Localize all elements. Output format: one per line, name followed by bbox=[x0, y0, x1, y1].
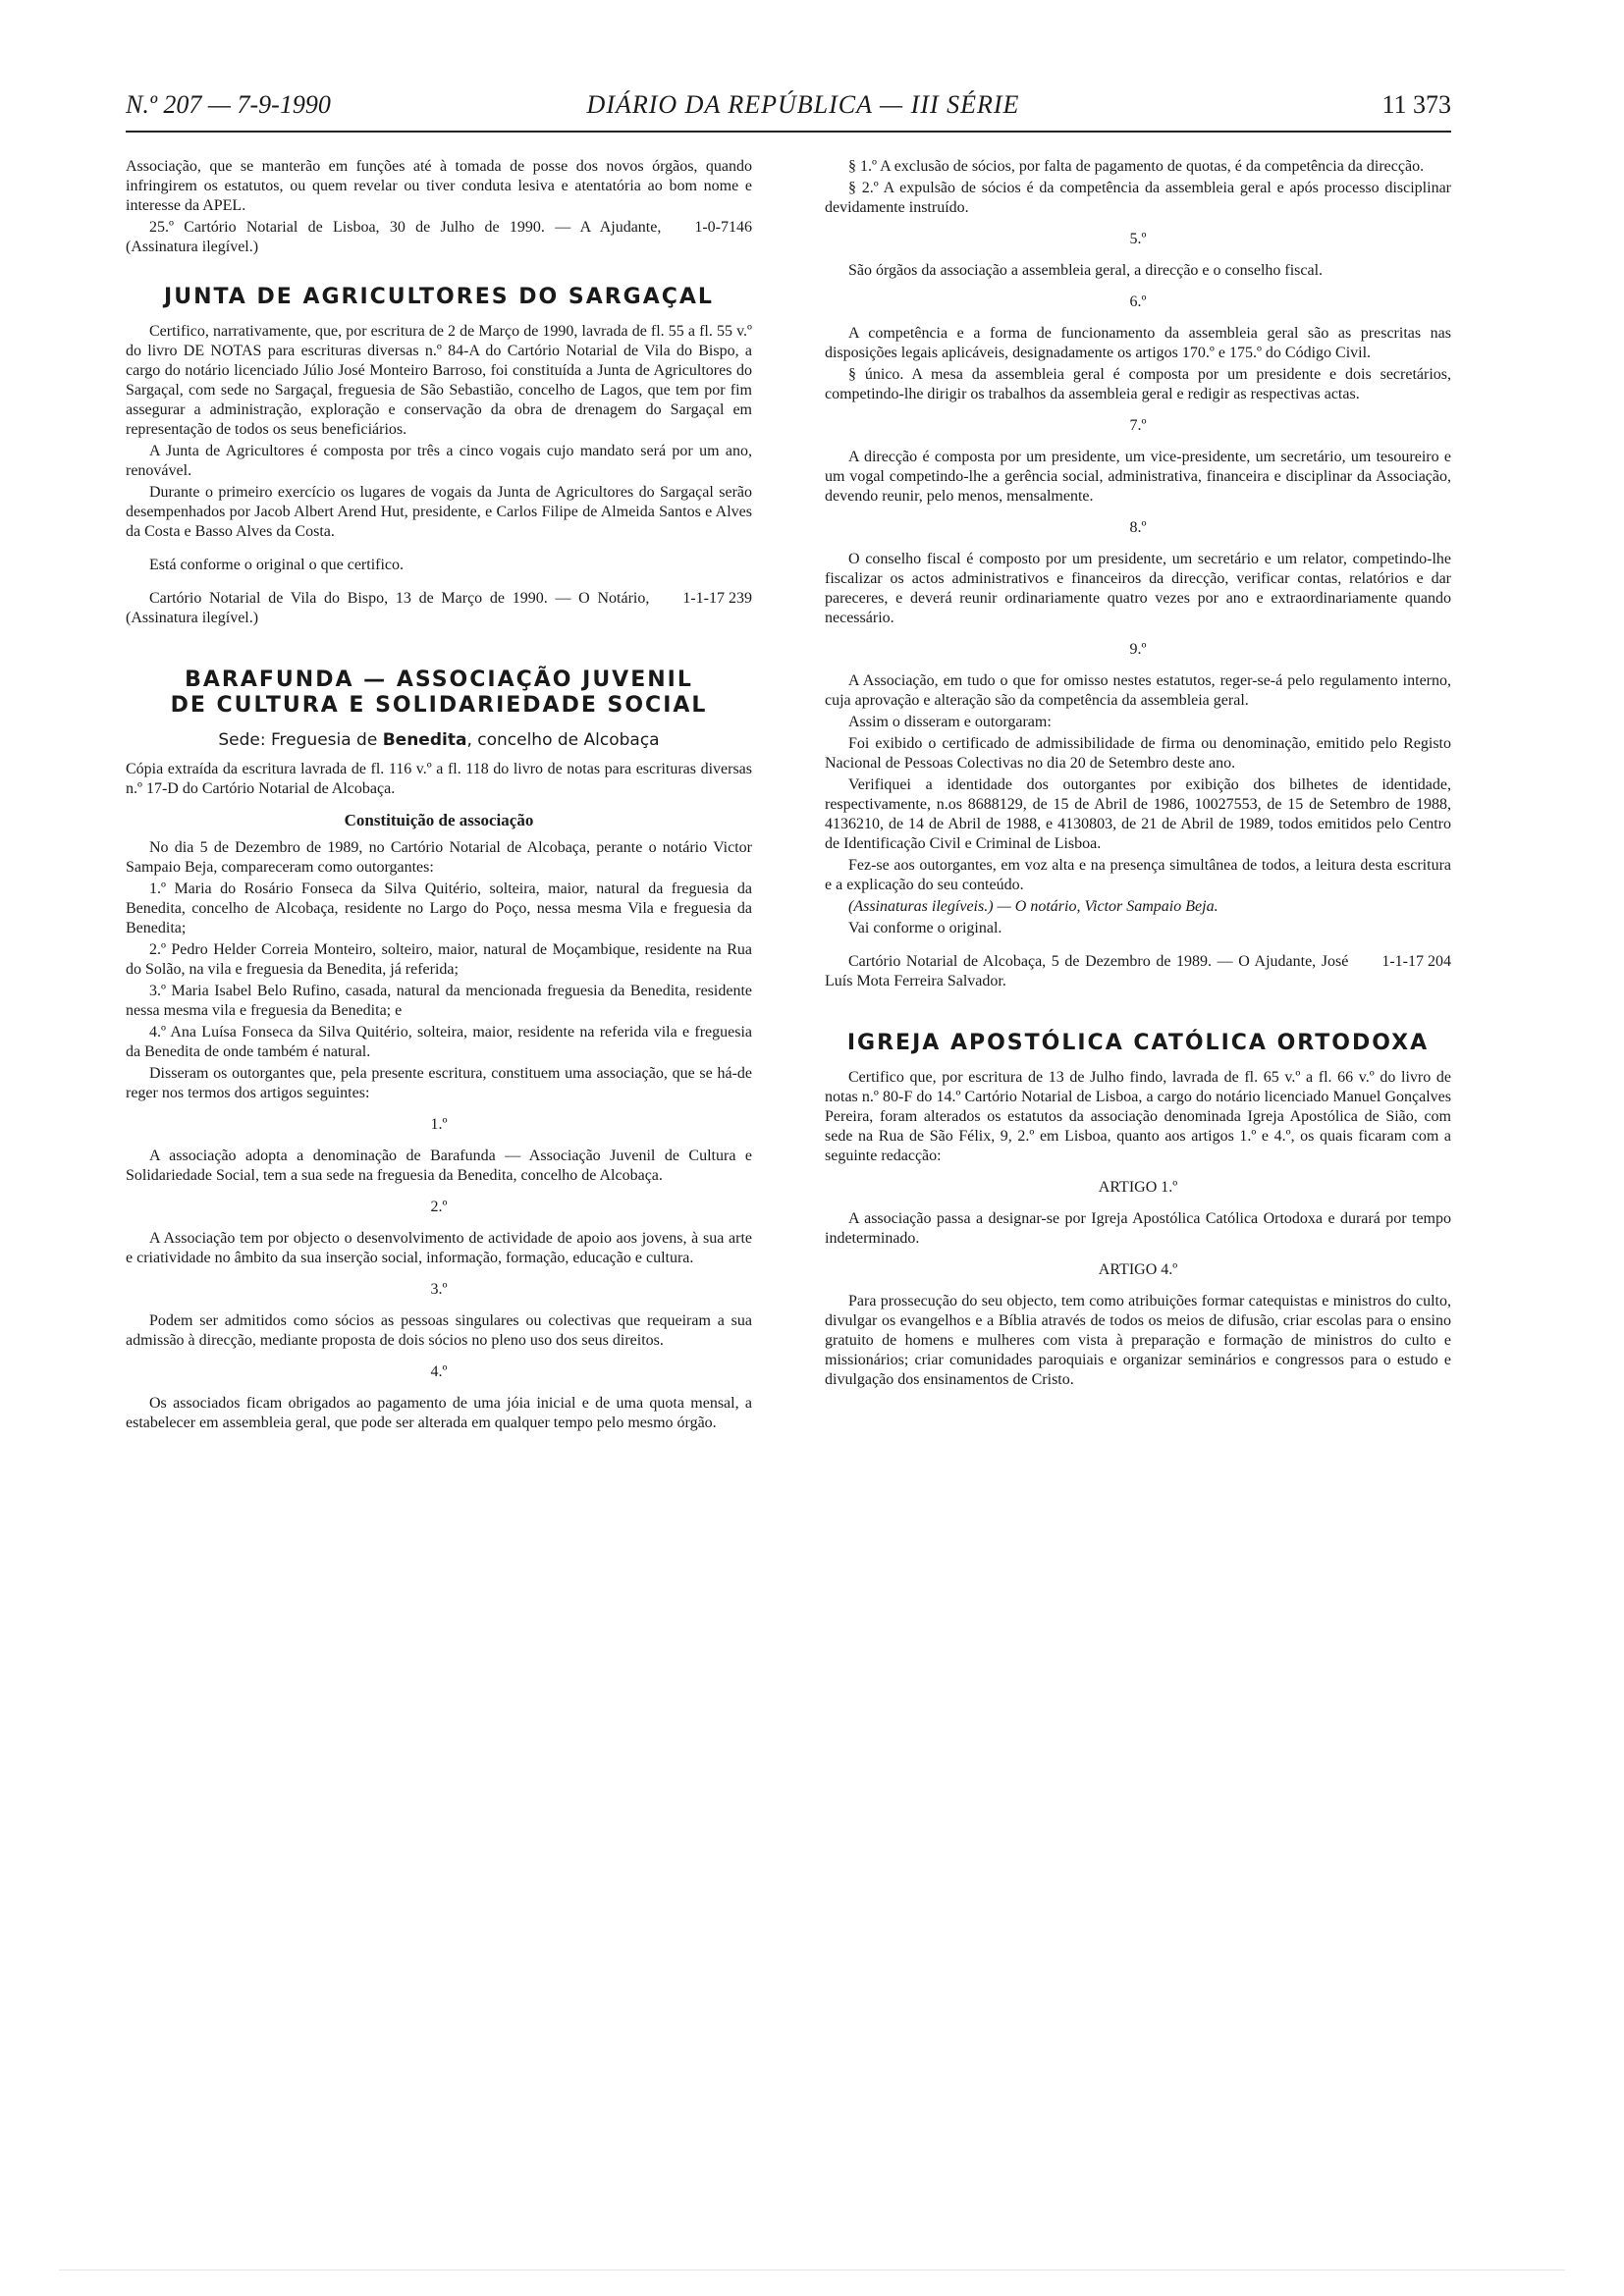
junta-signature-line bbox=[126, 589, 752, 628]
article-3-title: 3.º bbox=[430, 1281, 448, 1298]
article-1-text: A associação adopta a denominação de Barafunda — Associação Juvenil de Cultura e Solidariedade Social, tem a sua sede na freguesia da Benedita, concelho de Alcobaça. bbox=[126, 1148, 752, 1184]
article-6-text: A competência e a forma de funcionamento da assembleia geral são as prescritas nas disposições legais aplicáveis, designadamente os artigos 170.º e 175.º do Código Civil. bbox=[825, 325, 1451, 361]
publication-title: DIÁRIO DA REPÚBLICA — III SÉRIE bbox=[586, 90, 1020, 119]
igreja-p1: Certifico que, por escritura de 13 de Julho findo, lavrada de fl. 65 v.º a fl. 66 v.º do livro de notas n.º 80-F do 14.º Cartório Notarial de Lisboa, a cargo do notário licenciado Manuel Gonçalves Pereira, foram alterados os estatutos da associação denominada Igreja Apostólica de Sião, com sede na Rua de São Félix, 9, 2.º em Lisboa, quanto aos artigos 1.º e 4.º, os quais ficaram com a seguinte redacção: bbox=[825, 1069, 1451, 1164]
constitution-p3: 2.º Pedro Helder Correia Monteiro, solteiro, maior, natural de Moçambique, residente na Rua do Solão, na vila e freguesia da Benedita, já referida; bbox=[126, 941, 752, 978]
junta-ref: 1-1-17 239 bbox=[682, 590, 752, 607]
page-header bbox=[126, 90, 1451, 132]
left-column bbox=[126, 157, 752, 1435]
igreja-article-4-text: Para prossecução do seu objecto, tem como atribuições formar catequistas e ministros do culto, divulgar os evangelhos e a Bíblia através de todos os meios de difusão, criar escolas para o ensino gratuito de homens e mulheres com vista à preparação e formação de ministros do culto e missionários; criar comunidades paroquiais e organizar seminários e congressos para o estudo e divulgação dos ensinamentos de Cristo. bbox=[825, 1293, 1451, 1388]
closing-5: (Assinaturas ilegíveis.) — O notário, Victor Sampaio Beja. bbox=[848, 898, 1218, 915]
closing-2: Foi exibido o certificado de admissibilidade de firma ou denominação, emitido pelo Registo Nacional de Pessoas Colectivas no dia 20 de Setembro deste ano. bbox=[825, 735, 1451, 772]
constitution-heading: Constituição de associação bbox=[344, 811, 534, 829]
closing-4: Fez-se aos outorgantes, em voz alta e na presença simultânea de todos, a leitura desta escritura e a explicação do seu conteúdo. bbox=[825, 857, 1451, 893]
issue-number: N.º 207 — 7-9-1990 bbox=[126, 90, 331, 119]
seat-label: Sede: Freguesia de bbox=[218, 730, 378, 750]
article-5-title: 5.º bbox=[1129, 231, 1147, 247]
barafunda-title-line1: BARAFUNDA — ASSOCIAÇÃO JUVENIL bbox=[185, 667, 693, 692]
barafunda-title-line2: DE CULTURA E SOLIDARIEDADE SOCIAL bbox=[170, 693, 708, 718]
constitution-p2: 1.º Maria do Rosário Fonseca da Silva Quitério, solteira, maior, natural da freguesia da Benedita, concelho de Alcobaça, residente no Largo do Poço, nessa mesma Vila e freguesia da Benedita; bbox=[126, 881, 752, 936]
constitution-p6: Disseram os outorgantes que, pela presente escritura, constituem uma associação, que se há-de reger nos termos dos artigos seguintes: bbox=[126, 1065, 752, 1101]
article-6-title: 6.º bbox=[1129, 294, 1147, 310]
seat-bold: Benedita bbox=[382, 730, 467, 750]
header-rule bbox=[126, 131, 1451, 133]
article-3-text: Podem ser admitidos como sócios as pessoas singulares ou colectivas que requeiram a sua admissão à direcção, mediante proposta de dois sócios no pleno uso dos seus direitos. bbox=[126, 1312, 752, 1349]
junta-title: JUNTA DE AGRICULTORES DO SARGAÇAL bbox=[164, 285, 714, 309]
junta-p3: Durante o primeiro exercício os lugares de vogais da Junta de Agricultores do Sargaçal serão desempenhados por Jacob Albert Arend Hut, presidente, e Carlos Filipe de Almeida Santos e Alves da Costa e Basso Alves da Costa. bbox=[126, 484, 752, 540]
closing-6: Vai conforme o original. bbox=[848, 920, 1002, 936]
intro-signature: 25.º Cartório Notarial de Lisboa, 30 de Julho de 1990. — A Ajudante, (Assinatura ilegível.) bbox=[126, 219, 662, 255]
intro-signature-line bbox=[126, 218, 752, 257]
article-2-title: 2.º bbox=[430, 1199, 448, 1215]
article-7-text: A direcção é composta por um presidente, um vice-presidente, um secretário, um tesoureiro e um vogal competindo-lhe a gerência social, administrativa, financeira e disciplinar da Associação, devendo reunir, pelo menos, mensalmente. bbox=[825, 449, 1451, 505]
page-number: 11 373 bbox=[1381, 90, 1451, 119]
junta-p1: Certifico, narrativamente, que, por escritura de 2 de Março de 1990, lavrada de fl. 55 a fl. 55 v.º do livro DE NOTAS para escrituras diversas n.º 84-A do Cartório Notarial de Vila do Bispo, a cargo do notário licenciado Júlio José Monteiro Barroso, foi constituída a Junta de Agricultores do Sargaçal, com sede no Sargaçal, freguesia de São Sebastião, concelho de Lagos, que tem por fim assegurar a administração, exploração e conservação da obra de drenagem do Sargaçal em representação de todos os seus beneficiários. bbox=[126, 323, 752, 438]
article-8-text: O conselho fiscal é composto por um presidente, um secretário e um relator, competindo-lhe fiscalizar os actos administrativos e financeiros da direcção, verificar contas, relatórios e dar pareceres, e deverá reunir ordinariamente quatro vezes por ano e extraordinariamente quando necessário. bbox=[825, 551, 1451, 626]
closing-1: Assim o disseram e outorgaram: bbox=[848, 714, 1052, 730]
section-1: § 1.º A exclusão de sócios, por falta de pagamento de quotas, é da competência da direcção. bbox=[848, 158, 1425, 175]
closing-3: Verifiquei a identidade dos outorgantes por exibição dos bilhetes de identidade, respectivamente, n.os 8688129, de 15 de Abril de 1986, 10027553, de 15 de Setembro de 1988, 4136210, de 14 de Abril de 1988, e 4130803, de 21 de Abril de 1989, todos emitidos pelo Centro de Identificação Civil e Criminal de Lisboa. bbox=[825, 776, 1451, 852]
alcobaca-signature-line bbox=[825, 952, 1451, 991]
igreja-article-1-text: A associação passa a designar-se por Igreja Apostólica Católica Ortodoxa e durará por tempo indeterminado. bbox=[825, 1210, 1451, 1247]
barafunda-seat bbox=[126, 730, 752, 750]
igreja-title: IGREJA APOSTÓLICA CATÓLICA ORTODOXA bbox=[846, 1031, 1430, 1055]
article-7-title: 7.º bbox=[1129, 417, 1147, 434]
igreja-article-1-title: ARTIGO 1.º bbox=[1098, 1179, 1178, 1196]
intro-paragraph: Associação, que se manterão em funções até à tomada de posse dos novos órgãos, quando infringirem os estatutos, ou quem revelar ou tiver conduta lesiva e atentatória ao bom nome e interesse da APEL. bbox=[126, 158, 752, 214]
seat-rest: , concelho de Alcobaça bbox=[466, 730, 660, 750]
alcobaca-ref: 1-1-17 204 bbox=[1381, 953, 1451, 970]
igreja-article-4-title: ARTIGO 4.º bbox=[1098, 1261, 1178, 1278]
right-column bbox=[825, 157, 1451, 1392]
junta-signature: Cartório Notarial de Vila do Bispo, 13 de Março de 1990. — O Notário, (Assinatura ilegível.) bbox=[126, 590, 650, 626]
article-6-single: § único. A mesa da assembleia geral é composta por um presidente e dois secretários, competindo-lhe dirigir os trabalhos da assembleia geral e redigir as respectivas actas. bbox=[825, 366, 1451, 402]
constitution-p5: 4.º Ana Luísa Fonseca da Silva Quitério, solteira, maior, residente na referida vila e freguesia da Benedita de onde também é natural. bbox=[126, 1024, 752, 1060]
constitution-p4: 3.º Maria Isabel Belo Rufino, casada, natural da mencionada freguesia da Benedita, residente nessa mesma vila e freguesia da Benedita; e bbox=[126, 983, 752, 1019]
constitution-p1: No dia 5 de Dezembro de 1989, no Cartório Notarial de Alcobaça, perante o notário Victor Sampaio Beja, compareceram como outorgantes: bbox=[126, 839, 752, 876]
junta-p4: Está conforme o original o que certifico. bbox=[149, 557, 405, 573]
article-2-text: A Associação tem por objecto o desenvolvimento de actividade de apoio aos jovens, à sua arte e criatividade no âmbito da sua inserção social, informação, formação, educação e cultura. bbox=[126, 1230, 752, 1266]
article-9-text: A Associação, em tudo o que for omisso nestes estatutos, reger-se-á pelo regulamento interno, cuja aprovação e alteração são da competência da assembleia geral. bbox=[825, 672, 1451, 709]
article-4-text: Os associados ficam obrigados ao pagamento de uma jóia inicial e de uma quota mensal, a estabelecer em assembleia geral, que pode ser alterada em qualquer tempo pelo mesmo órgão. bbox=[126, 1395, 752, 1431]
article-4-title: 4.º bbox=[430, 1363, 448, 1380]
barafunda-title bbox=[126, 667, 752, 719]
article-1-title: 1.º bbox=[430, 1116, 448, 1133]
section-2: § 2.º A expulsão de sócios é da competência da assembleia geral e após processo disciplinar devidamente instruído. bbox=[825, 180, 1451, 216]
copy-note: Cópia extraída da escritura lavrada de fl. 116 v.º a fl. 118 do livro de notas para escrituras diversas n.º 17-D do Cartório Notarial de Alcobaça. bbox=[126, 761, 752, 797]
article-8-title: 8.º bbox=[1129, 519, 1147, 536]
scan-edge bbox=[59, 2269, 1565, 2270]
intro-ref: 1-0-7146 bbox=[694, 219, 752, 236]
article-9-title: 9.º bbox=[1129, 641, 1147, 658]
junta-p2: A Junta de Agricultores é composta por três a cinco vogais cujo mandato será por um ano, renovável. bbox=[126, 443, 752, 479]
alcobaca-signature: Cartório Notarial de Alcobaça, 5 de Dezembro de 1989. — O Ajudante, José Luís Mota Ferreira Salvador. bbox=[825, 953, 1349, 989]
article-5-text: São órgãos da associação a assembleia geral, a direcção e o conselho fiscal. bbox=[848, 262, 1324, 279]
